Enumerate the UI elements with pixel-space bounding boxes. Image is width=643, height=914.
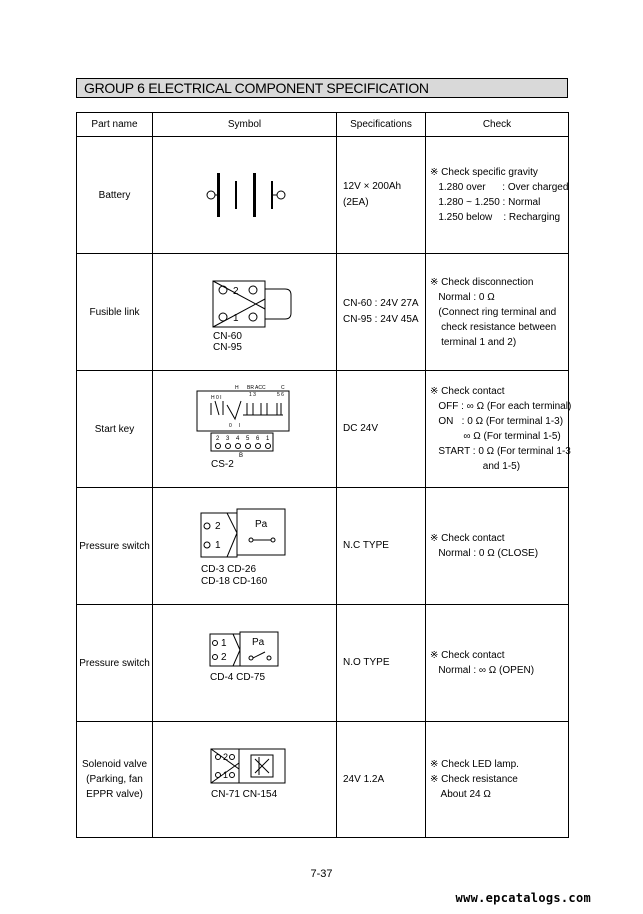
key-label: 1 3: [249, 392, 256, 398]
check-line: Normal : ∞ Ω (OPEN): [430, 665, 535, 676]
pressure-switch-nc-symbol-icon: [153, 501, 337, 591]
footer-url: www.epcatalogs.com: [455, 891, 591, 905]
col-header-symbol: Symbol: [153, 113, 337, 137]
check-cell: [426, 605, 569, 722]
spec-cell: [337, 722, 426, 838]
terminal-label: 2: [233, 286, 239, 297]
check-line: ※ Check contact: [430, 533, 505, 544]
connector-label: CN-71 CN-154: [211, 788, 278, 800]
symbol-cell: [153, 605, 337, 722]
connector-label: CD-3 CD-26: [201, 564, 257, 575]
key-label: BR ACC: [247, 385, 266, 391]
symbol-cell: [153, 488, 337, 605]
check-line: terminal 1 and 2): [430, 336, 517, 348]
check-line: ※ Check specific gravity: [430, 167, 538, 178]
check-cell: [426, 371, 572, 488]
check-line: OFF : ∞ Ω (For each terminal): [430, 401, 572, 412]
check-cell: [426, 254, 569, 371]
part-name: Start key: [94, 423, 135, 435]
key-label: C: [281, 385, 285, 391]
col-header-check: Check: [426, 113, 569, 137]
key-terminal-label: 3: [226, 436, 230, 442]
connector-label: CS-2: [211, 459, 234, 470]
spec-line: CN-95 : 24V 45A: [343, 314, 419, 325]
spec-line: (2EA): [343, 197, 369, 208]
check-line: About 24 Ω: [430, 789, 491, 800]
check-line: and 1-5): [430, 461, 521, 472]
symbol-cell: [153, 722, 337, 838]
spec-cell: [337, 137, 426, 254]
battery-symbol-icon: [153, 155, 337, 235]
connector-label: CN-60: [213, 331, 242, 342]
check-line: Normal : 0 Ω (CLOSE): [430, 548, 539, 559]
check-line: START : 0 Ω (For terminal 1-3: [430, 446, 571, 457]
spec-cell: [337, 488, 426, 605]
check-line: ※ Check disconnection: [430, 276, 534, 288]
check-line: (Connect ring terminal and: [430, 306, 557, 318]
check-line: check resistance between: [430, 321, 557, 333]
spec-line: 12V × 200Ah: [343, 181, 402, 192]
key-terminal-label: 4: [236, 436, 240, 442]
spec-cell: [337, 605, 426, 722]
spec-line: DC 24V: [343, 423, 379, 434]
table-row-start-key: [77, 371, 569, 488]
check-line: Normal : 0 Ω: [430, 291, 495, 303]
key-terminal-label: 2: [216, 436, 220, 442]
col-header-part: Part name: [77, 113, 153, 137]
start-key-symbol-icon: [153, 381, 337, 477]
pressure-label: Pa: [255, 519, 268, 530]
group-title: GROUP 6 ELECTRICAL COMPONENT SPECIFICATION: [84, 80, 429, 96]
connector-label: CD-4 CD-75: [210, 672, 266, 683]
terminal-label: 2: [221, 652, 227, 663]
spec-table: [76, 112, 572, 838]
spec-cell: [337, 254, 426, 371]
part-name-cell: [77, 722, 153, 838]
page-number: 7-37: [310, 868, 333, 880]
part-name: EPPR valve): [86, 789, 143, 800]
key-terminal-label: 6: [256, 436, 260, 442]
check-line: ∞ Ω (For terminal 1-5): [430, 431, 561, 442]
table-row-solenoid-valve: [77, 722, 569, 838]
connector-label: CN-95: [213, 342, 242, 353]
part-name: Fusible link: [89, 306, 140, 318]
pressure-label: Pa: [252, 637, 265, 648]
check-line: 1.250 below : Recharging: [430, 212, 561, 223]
check-line: 1.280 over : Over charged: [430, 182, 569, 193]
part-name-cell: [77, 371, 153, 488]
check-cell: [426, 137, 569, 254]
part-name: Solenoid valve: [81, 759, 148, 770]
part-name-cell: [77, 254, 153, 371]
part-name-cell: [77, 605, 153, 722]
group-header: [76, 78, 568, 98]
spec-cell: [337, 371, 426, 488]
key-label: 5 6: [277, 392, 284, 398]
part-name: Pressure switch: [79, 540, 150, 552]
spec-line: N.C TYPE: [343, 540, 389, 551]
key-terminal-label: 1: [266, 436, 270, 442]
terminal-label: 2: [223, 751, 229, 762]
check-line: ※ Check resistance: [430, 774, 518, 785]
symbol-cell: [153, 254, 337, 371]
spec-line: CN-60 : 24V 27A: [343, 298, 419, 309]
spec-line: N.O TYPE: [343, 657, 390, 668]
key-label: I: [239, 423, 241, 429]
col-header-spec: Specifications: [337, 113, 426, 137]
terminal-label: 1: [215, 540, 221, 551]
connector-label: CD-18 CD-160: [201, 576, 268, 587]
table-row-fusible-link: [77, 254, 569, 371]
terminal-label: 1: [223, 769, 229, 780]
check-line: ※ Check contact: [430, 650, 505, 661]
symbol-cell: [153, 371, 337, 488]
table-row-pressure-switch-nc: [77, 488, 569, 605]
pressure-switch-no-symbol-icon: [153, 628, 337, 698]
part-name-cell: [77, 137, 153, 254]
part-name: Battery: [98, 189, 131, 201]
check-line: ※ Check contact: [430, 386, 505, 397]
check-cell: [426, 722, 569, 838]
key-label: H 0 I: [211, 395, 222, 401]
terminal-label: 1: [233, 313, 239, 324]
key-label: H: [235, 385, 239, 391]
table-row-battery: [77, 137, 569, 254]
part-name-cell: [77, 488, 153, 605]
part-name: (Parking, fan: [86, 774, 143, 785]
symbol-cell: [153, 137, 337, 254]
check-line: ON : 0 Ω (For terminal 1-3): [430, 416, 564, 427]
key-terminal-label: 5: [246, 436, 250, 442]
part-name: Pressure switch: [79, 657, 150, 669]
check-line: 1.280 ~ 1.250 : Normal: [430, 197, 541, 208]
table-row-pressure-switch-no: [77, 605, 569, 722]
solenoid-valve-symbol-icon: [153, 745, 337, 815]
terminal-label: 2: [215, 521, 221, 532]
check-line: ※ Check LED lamp.: [430, 759, 519, 770]
fusible-link-symbol-icon: [153, 267, 337, 357]
key-label: B: [239, 453, 244, 459]
table-header-row: [77, 113, 569, 137]
check-cell: [426, 488, 569, 605]
key-label: 0: [229, 423, 232, 429]
spec-line: 24V 1.2A: [343, 773, 385, 785]
terminal-label: 1: [221, 638, 227, 649]
